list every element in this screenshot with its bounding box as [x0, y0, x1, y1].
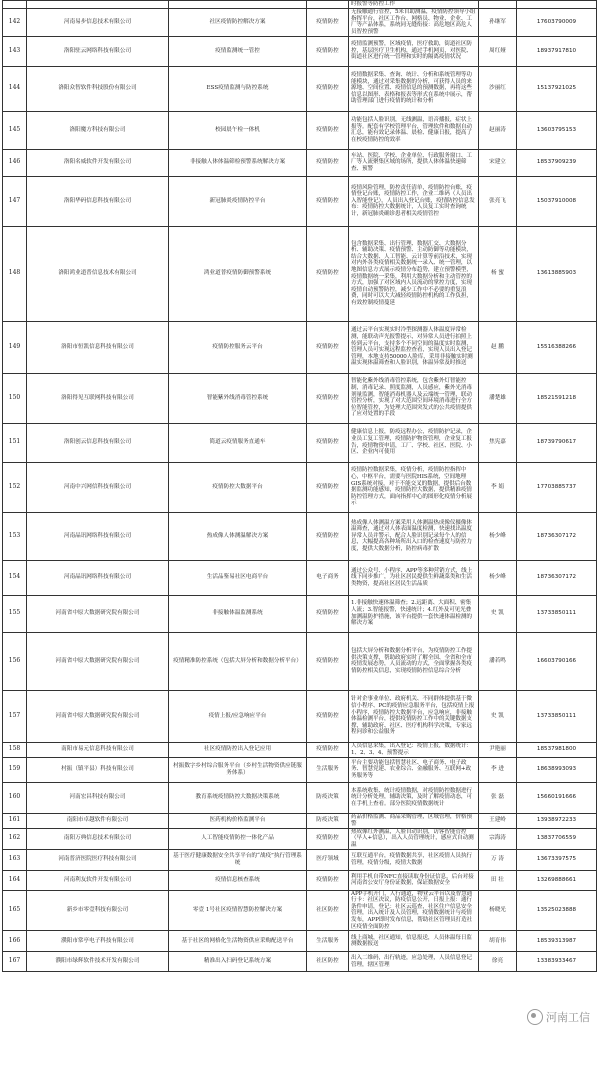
- phone-number: 13603795153: [517, 111, 597, 149]
- description: 车站、医院、学校、企业单位、行政服务窗口、工厂等人流聚集区域的场所，提供人体体温快速筛查、预警: [349, 149, 479, 176]
- category: 疫情防控: [307, 8, 349, 36]
- row-number: 164: [3, 870, 27, 890]
- description: 热成像人体测温方案采用人体测温热成像仪摄像体温筛查，通过对人体表面温度检测，快速找出温度异常人员并警示，配合人脸识别记录每个人的信息，大幅提高各种场所出入口的检查速度与防控力度，提供大数据分析，防控病毒扩散: [349, 512, 479, 560]
- product-table: [2, 0, 597, 972]
- category: 疫情防控: [307, 870, 349, 890]
- product-name: 教育系统疫情防控大数据决策系统: [169, 782, 307, 813]
- table-row: [3, 462, 597, 512]
- contact-person: 赵丽涛: [479, 111, 517, 149]
- category: 防疫决策: [307, 782, 349, 813]
- table-row: [3, 849, 597, 870]
- phone-number: 18739790617: [517, 423, 597, 462]
- contact-person: 周红娅: [479, 36, 517, 66]
- contact-person: 史 凯: [479, 690, 517, 742]
- category: 疫情防控: [307, 595, 349, 632]
- description: 智能化紫外线消毒管控系统，包含紫外灯智能控制，消毒记录、照度监测，人员感应，紫外光消毒剂量监测，智能消毒机器人及云端统一管理，联动管控分析，实现了对大范围空间环境消毒进行全方位智能管控，为处理大范围突发式的公共疫情提供了应对处置的手段: [349, 373, 479, 423]
- phone-number: 13673397575: [517, 849, 597, 870]
- contact-person: 焦宪嘉: [479, 423, 517, 462]
- description: 功能包括人脸识别，无线测温，语音播报，症状上报等。配套有学校管理平台，管理软件和数据自动汇总，能有效记录体温、晨检、健康日报，提高了在校疫情防控的效率: [349, 111, 479, 149]
- phone-number: 18537909239: [517, 149, 597, 176]
- row-number: 160: [3, 782, 27, 813]
- row-number: 151: [3, 423, 27, 462]
- phone-number: 18638993093: [517, 757, 597, 782]
- phone-number: 18537981800: [517, 742, 597, 757]
- category: 疫情防控: [307, 690, 349, 742]
- row-number: 146: [3, 149, 27, 176]
- table-row: [3, 890, 597, 931]
- company-name: 洛阳市恒凯信息科技有限公司: [27, 321, 169, 373]
- phone-number: 15660191666: [517, 782, 597, 813]
- category: 疫情防控: [307, 373, 349, 423]
- product-name: 疫情信息核查系统: [169, 870, 307, 890]
- table-row: [3, 952, 597, 972]
- company-name: 河南晶讯网络科技有限公司: [27, 560, 169, 595]
- phone-number: 18937917810: [517, 36, 597, 66]
- table-row: [3, 757, 597, 782]
- row-number: 150: [3, 373, 27, 423]
- table-row: [3, 36, 597, 66]
- contact-person: 潘楚雄: [479, 373, 517, 423]
- contact-person: 李 进: [479, 757, 517, 782]
- company-name: 南阳万典信息技术有限公司: [27, 828, 169, 849]
- product-name: 疫情上报/应急响应平台: [169, 690, 307, 742]
- table-row: [3, 149, 597, 176]
- table-row: [3, 373, 597, 423]
- product-name: 精准出入扫码登记系统方案: [169, 952, 307, 972]
- phone-number: 13613885903: [517, 226, 597, 321]
- contact-person: 杨少峰: [479, 560, 517, 595]
- contact-person: 杨少峰: [479, 512, 517, 560]
- table-row: [3, 226, 597, 321]
- description: 通过云平台实现实时冷型探测器人体温度异常检测，能联动声光报警提示，对异常人员进行拍照上传到云平台，支持多个不同空间的温度实时监测，管理人员可实现远程监控查看，实现人员出入登记管理，本地支持50000人脸库，采用非接触实时测温实现体温筛查和人脸识别，体温异常及时推送: [349, 321, 479, 373]
- table-row: [3, 870, 597, 890]
- product-name: 疫情防控服务云平台: [169, 321, 307, 373]
- description: 包括大屏分析和数据分析平台，为疫情防控工作提供决策支撑，帮助政府实时了解全国、全省和全市疫情发展态势，人员流动的方式，全面掌握各类疫情防控相关信息，实现疫情防控信息综合分析: [349, 632, 479, 690]
- wechat-logo-icon: [527, 1009, 543, 1025]
- phone-number: 13733850111: [517, 595, 597, 632]
- company-name: 洛阳得见互联网科技有限公司: [27, 373, 169, 423]
- description: 疫情监测预警，区域疫情，医疗救助，街道社区防控，基层医疗卫生机构，通过手机网页，对医院、街道社区进行统一管理和实时的隔离疫情状况: [349, 36, 479, 66]
- company-name: 河南普济医院医疗科技有限公司: [27, 849, 169, 870]
- company-name: 洛阳创云信息科技有限公司: [27, 423, 169, 462]
- company-name: 河南省中原大数据研究院有限公司: [27, 690, 169, 742]
- contact-person: 沙丽红: [479, 66, 517, 111]
- phone-number: [517, 1, 597, 9]
- description: 1.非接触快速体温筛查；2.远距离、大面积、密集人流；3.智能报警，快速统计；4.红外及可见光叠加测温防护措施，该平台提供一套快速体温检测的解决方案: [349, 595, 479, 632]
- contact-person: 杨 蜜: [479, 226, 517, 321]
- product-name: 基于医疗健康数据安全共享平台的“战疫”执行管理系统: [169, 849, 307, 870]
- description: 人员信息采集，出入登记：疫情上报，数据统计：1、2、3、4、预警提示: [349, 742, 479, 757]
- product-name: 鸿业道普疫情防御预警系统: [169, 226, 307, 321]
- table-row: [3, 321, 597, 373]
- description: 包含数据采集、出行管理、数据汇交、大数据分析、辅助决策、疫情预警、主动防御等功能模块，结合大数据、人工智能、云计算等前沿技术，实现对内外各类疫情相关数据统一录入、统一管理，以地图信息方式展示疫情分布趋势，建立预警模型，疫情数据统一采集，利用大数据分析和主动管控的方式，加强了对区域内人员流动的掌控力度，实现疫情自动预警防控，减少工作中不必要的重复浪费，同时可以大大减轻疫情防控机构的工作负担，有效控制疫情蔓延: [349, 226, 479, 321]
- category: 生活服务: [307, 931, 349, 952]
- description: 疫情防控数据采集，疫情分析，疫情防控指挥中心，中枢平台，需要与医院HIS系统，空间地理GIS系统对接，对于不能交叉的数据，提供后台数据监测功能感知，疫情防控大数据，提供精准疫情防控管理方式，面向指挥中心的图形化疫情分析展示: [349, 462, 479, 512]
- phone-number: 13269888661: [517, 870, 597, 890]
- contact-person: 王建岭: [479, 813, 517, 828]
- row-number: 156: [3, 632, 27, 690]
- table-row: [3, 8, 597, 36]
- description: 本系统收集、统计疫情数据，对疫情防控数据进行统计分析处理，辅助决策，及时了解疫情动态，可在手机上查看。部分医院疫情数据统计: [349, 782, 479, 813]
- product-name: 校园晨午检一体机: [169, 111, 307, 149]
- product-name: ESS疫情监测与防控系统: [169, 66, 307, 111]
- category: 社区防控: [307, 890, 349, 931]
- phone-number: 15137921025: [517, 66, 597, 111]
- category: 疫情防控: [307, 462, 349, 512]
- company-name: 濮阳市绿辉软件技术开发有限公司: [27, 952, 169, 972]
- phone-number: 13837706559: [517, 828, 597, 849]
- company-name: 河南宏昌科技有限公司: [27, 782, 169, 813]
- phone-number: 18539313987: [517, 931, 597, 952]
- contact-person: 张 磊: [479, 782, 517, 813]
- watermark-text: 河南工信: [546, 1011, 590, 1024]
- phone-number: 18736307172: [517, 512, 597, 560]
- row-number: 166: [3, 931, 27, 952]
- description: 健康信息上报，防疫远程办公，疫情防护记录，企业员工复工管理，疫情防护物资管理，企业复工报告，疫情物资申请，工厂、学校、社区、医院、小区、企业内可使用: [349, 423, 479, 462]
- category: 疫情防控: [307, 828, 349, 849]
- table-row: [3, 512, 597, 560]
- description: 针对企事业单位、政府机关、不同群体提供基于微信小程序、PC的疫情应急服务平台，包括疫情上报小程序，疫情防控大数据平台，应急响应，非接触体温检测平台，提供疫情防控工作中的关键数据支撑，辅助政府、社区、医疗机构科学决策，专家远程问诊和公益服务: [349, 690, 479, 742]
- category: [307, 1, 349, 9]
- company-name: 洛阳驻云网络科技有限公司: [27, 36, 169, 66]
- contact-person: 史 凯: [479, 595, 517, 632]
- contact-person: 尹艳丽: [479, 742, 517, 757]
- product-name: 社区疫情防控出入登记应用: [169, 742, 307, 757]
- product-name: 非接触体温监测系统: [169, 595, 307, 632]
- contact-person: 杨晓光: [479, 890, 517, 931]
- description: 通过公众号、小程序、APP等多种营销方式，线上线下同步推广，为社区居民提供生鲜蔬菜类和生活类物资，提高社区居民生活品质: [349, 560, 479, 595]
- table-row: [3, 66, 597, 111]
- category: 社区防控: [307, 952, 349, 972]
- table-row: [3, 813, 597, 828]
- row-number: 157: [3, 690, 27, 742]
- table-row: [3, 742, 597, 757]
- contact-person: 宗海涛: [479, 828, 517, 849]
- description: 疫情数据采集、查询、统计、分析和系统管理等功能模块，通过对采集数据的分析，可获得人员的来源地、空间位置、疫情信息的预测数据，再将这些信息以图形、表格和报表等形式在系统中展示，帮助管理部门进行疫情的统计和分析: [349, 66, 479, 111]
- phone-number: 17603790009: [517, 8, 597, 36]
- company-name: 河南利友软件开发有限公司: [27, 870, 169, 890]
- product-name: [169, 1, 307, 9]
- contact-person: 胡育伟: [479, 931, 517, 952]
- company-name: [27, 1, 169, 9]
- company-name: 洛阳魔方科技有限公司: [27, 111, 169, 149]
- company-name: 河南中兴网信科技有限公司: [27, 462, 169, 512]
- row-number: 144: [3, 66, 27, 111]
- phone-number: 18736307172: [517, 560, 597, 595]
- description: 互联互通平台，疫情数据共享，社区疫情人员执行管理，疫情分级，疫情大数据: [349, 849, 479, 870]
- description: 出入二维码，出行轨迹，应急处理，人员信息登记管理，辖区管理: [349, 952, 479, 972]
- company-name: 村振（镇平县）科技有限公司: [27, 757, 169, 782]
- product-name: 基于社区的网格化生活物资供应采购配送平台: [169, 931, 307, 952]
- contact-person: 万 涛: [479, 849, 517, 870]
- product-name: 热成像人体测温解决方案: [169, 512, 307, 560]
- company-name: 河南省中原大数据研究院有限公司: [27, 632, 169, 690]
- company-name: 洛阳名威软件开发有限公司: [27, 149, 169, 176]
- table-row: [3, 782, 597, 813]
- row-number: [3, 1, 27, 9]
- wechat-watermark: [527, 1009, 590, 1025]
- product-name: 简道云疫情服务直通车: [169, 423, 307, 462]
- company-name: 新乡市零壹科技有限公司: [27, 890, 169, 931]
- company-name: 洛阳众智软件科技股份有限公司: [27, 66, 169, 111]
- description: 无接触通行管控，5米自助测温，疫情防控领导小组指挥平台，社区工作台、网格员、物业、企业、工厂等产品体系，系统同无缝衔接：高危地区高危人员智控预警: [349, 8, 479, 36]
- category: 疫情防控: [307, 111, 349, 149]
- description: 药品价格监测、商品采购管理，区域管理，价格预警: [349, 813, 479, 828]
- product-name: 医药机构价格监测平台: [169, 813, 307, 828]
- product-name: 新冠肺炎疫情防控平台: [169, 176, 307, 226]
- category: 疫情防控: [307, 512, 349, 560]
- contact-person: [479, 1, 517, 9]
- table-row: [3, 632, 597, 690]
- description: 热成像红外测温，人脸自动识别，访客智能管控（早人+信息），出入人员管理统计，感应式自动测温: [349, 828, 479, 849]
- company-name: 濮阳市常亭电子科技有限公司: [27, 931, 169, 952]
- product-name: 生活品鉴易社区电商平台: [169, 560, 307, 595]
- contact-person: 徐亮: [479, 952, 517, 972]
- row-number: 145: [3, 111, 27, 149]
- table-row: [3, 1, 597, 9]
- phone-number: 13938972233: [517, 813, 597, 828]
- product-name: 零壹 1号社区疫情智慧防控解决方案: [169, 890, 307, 931]
- row-number: 152: [3, 462, 27, 512]
- category: 生活服务: [307, 757, 349, 782]
- contact-person: 孙继军: [479, 8, 517, 36]
- row-number: 155: [3, 595, 27, 632]
- product-name: 村振数字乡村综合服务平台（乡村生活物资供应链服务体系）: [169, 757, 307, 782]
- company-name: 洛阳华码信息科技有限公司: [27, 176, 169, 226]
- phone-number: 13525023888: [517, 890, 597, 931]
- product-name: 疫情精准防控系统（包括大屏分析和数据分析平台）: [169, 632, 307, 690]
- description: 疫情风险管理，防控责任清单，疫情防控台账，疫情登记台账，疫情防控工作，企业二维码（人员出入智能登记），人员出入登记台账，疫情防控信息发布：疫情防控大数据统计，人员复工实时查询统计，新冠肺炎确诊患者相关疫情管控: [349, 176, 479, 226]
- category: 疫情防控: [307, 149, 349, 176]
- row-number: 149: [3, 321, 27, 373]
- description: 时报警等防控工作: [349, 1, 479, 9]
- phone-number: 13733850111: [517, 690, 597, 742]
- category: 防疫决策: [307, 813, 349, 828]
- table-row: [3, 111, 597, 149]
- contact-person: 张亮飞: [479, 176, 517, 226]
- company-name: 南阳市卓越软件有限公司: [27, 813, 169, 828]
- table-row: [3, 595, 597, 632]
- company-name: 南阳市易元信息科技有限公司: [27, 742, 169, 757]
- phone-number: 15516388266: [517, 321, 597, 373]
- row-number: 154: [3, 560, 27, 595]
- category: 医疗领域: [307, 849, 349, 870]
- row-number: 148: [3, 226, 27, 321]
- table-row: [3, 931, 597, 952]
- table-row: [3, 560, 597, 595]
- row-number: 147: [3, 176, 27, 226]
- contact-person: 李 娟: [479, 462, 517, 512]
- row-number: 165: [3, 890, 27, 931]
- product-name: 疫情防控大数据平台: [169, 462, 307, 512]
- table-row: [3, 423, 597, 462]
- description: 平台主要功能包括智慧社区、电子商务、电子政务、智慧党建、农业综合、金融服务、互联网+政务服务等: [349, 757, 479, 782]
- company-name: 洛阳鸿业道普信息技术有限公司: [27, 226, 169, 321]
- category: 疫情防控: [307, 36, 349, 66]
- company-name: 河南易步信息技术有限公司: [27, 8, 169, 36]
- phone-number: 17703885737: [517, 462, 597, 512]
- contact-person: 赵 鹏: [479, 321, 517, 373]
- category: 电子商务: [307, 560, 349, 595]
- row-number: 159: [3, 757, 27, 782]
- category: 疫情防控: [307, 742, 349, 757]
- table-row: [3, 828, 597, 849]
- description: APP手机开门，人行通道，物业云平台以及智慧通行卡：社区决议，防疫信息公开，日报上报：通行条件申请，登记：社区云巡查，社区住户信息安全管理，出入统计及人员管理，疫情数据统计与疫情发布，APP即时发布信息，帮助社区管理员打造社区疫情全面防控: [349, 890, 479, 931]
- product-name: 智能紫外线消毒管控系统: [169, 373, 307, 423]
- row-number: 161: [3, 813, 27, 828]
- contact-person: 潘若鸣: [479, 632, 517, 690]
- phone-number: 15037910008: [517, 176, 597, 226]
- product-name: 疫情监测统一管控: [169, 36, 307, 66]
- category: 疫情防控: [307, 66, 349, 111]
- product-name: 人工智能疫情防控一体化产品: [169, 828, 307, 849]
- table-row: [3, 176, 597, 226]
- phone-number: 16603790166: [517, 632, 597, 690]
- description: 线上商城，社区通知，信息报送，人员体温每日监测数据报送: [349, 931, 479, 952]
- description: 利用手机自带NFC直接读取身份证信息，后台对接河南省公安厅身份证数据，保证数据安全: [349, 870, 479, 890]
- row-number: 143: [3, 36, 27, 66]
- category: 疫情防控: [307, 632, 349, 690]
- category: 疫情防控: [307, 226, 349, 321]
- row-number: 163: [3, 849, 27, 870]
- phone-number: 18521591218: [517, 373, 597, 423]
- product-name: 社区疫情防控解决方案: [169, 8, 307, 36]
- row-number: 158: [3, 742, 27, 757]
- category: 疫情防控: [307, 321, 349, 373]
- row-number: 142: [3, 8, 27, 36]
- company-name: 河南省中原大数据研究院有限公司: [27, 595, 169, 632]
- category: 疫情防控: [307, 176, 349, 226]
- category: 疫情防控: [307, 423, 349, 462]
- product-name: 非接触人体体温筛检预警系统解决方案: [169, 149, 307, 176]
- row-number: 167: [3, 952, 27, 972]
- phone-number: 13383933467: [517, 952, 597, 972]
- contact-person: 宋建立: [479, 149, 517, 176]
- row-number: 162: [3, 828, 27, 849]
- contact-person: 田 壮: [479, 870, 517, 890]
- company-name: 河南晶讯网络科技有限公司: [27, 512, 169, 560]
- table-row: [3, 690, 597, 742]
- row-number: 153: [3, 512, 27, 560]
